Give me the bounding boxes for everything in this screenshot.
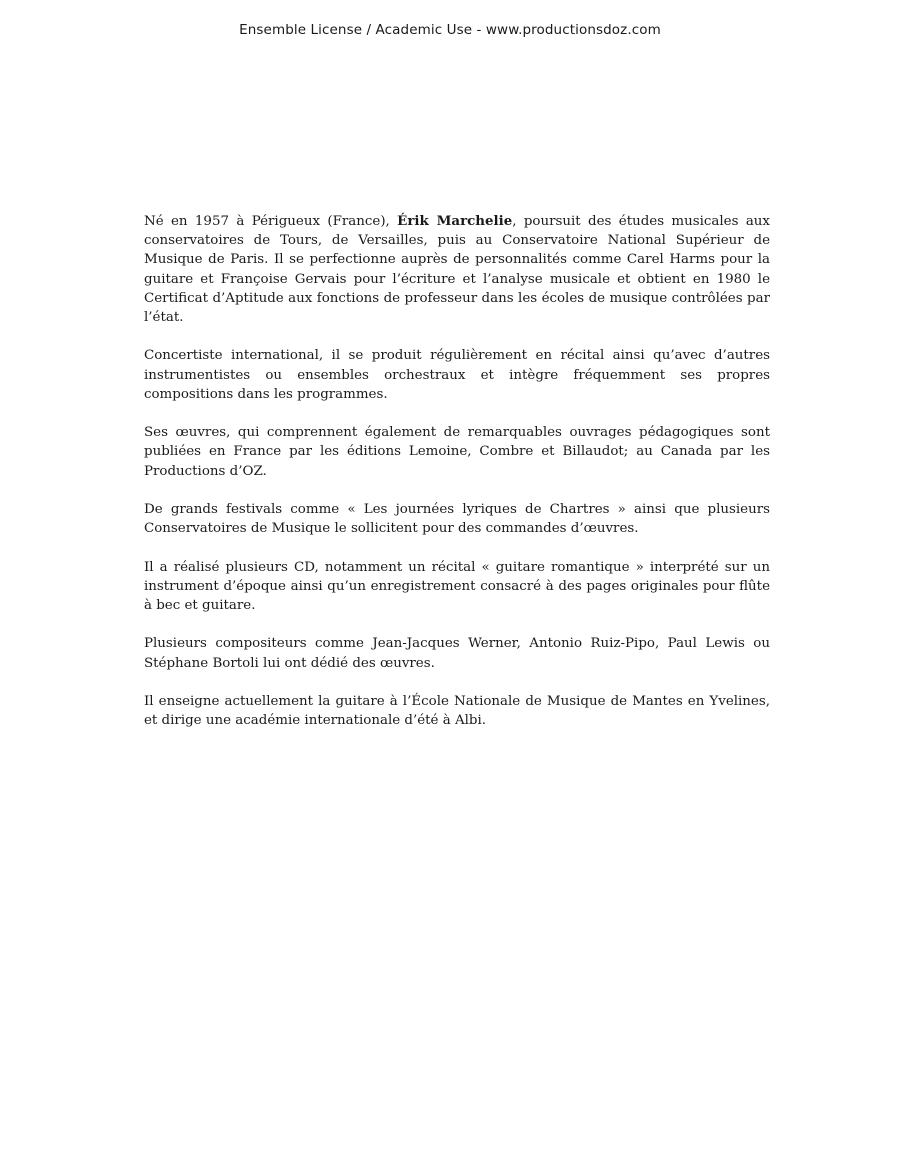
bio-paragraph-4: De grands festivals comme « Les journées lyriques de Chartres » ainsi que plusieurs Conservatoires de Musique le sollicitent pour des commandes d’œuvres. xyxy=(144,502,770,537)
bio-p1-intro: Né en 1957 à Périgueux (France), xyxy=(144,214,398,229)
composer-name: Érik Marchelie xyxy=(397,213,513,229)
bio-paragraph-6: Plusieurs compositeurs comme Jean-Jacques Werner, Antonio Ruiz-Pipo, Paul Lewis ou Stéphane Bortoli lui ont dédié des œuvres. xyxy=(144,636,770,671)
bio-paragraph-2: Concertiste international, il se produit régulièrement en récital ainsi qu’avec d’autres instrumentistes ou ensembles orchestraux et intègre fréquemment ses propres compositions dans les programmes. xyxy=(144,348,770,402)
bio-paragraph-7: Il enseigne actuellement la guitare à l’École Nationale de Musique de Mantes en Yvelines, et dirige une académie internationale d’été à Albi. xyxy=(144,693,770,729)
license-header: Ensemble License / Academic Use - www.productionsdoz.com xyxy=(239,22,661,38)
bio-p1-rest: , poursuit des études musicales aux conservatoires de Tours, de Versailles, puis au Conservatoire National Supérieur de Musique de Paris. Il se perfectionne auprès de personnalités comme Carel Harms pour la guitare et Françoise Gervais pour l’écriture et l’analyse musicale et obtient en 1980 le Certificat d’Aptitude aux fonctions de professeur dans les écoles de musique contrôlées par l’état. xyxy=(144,214,770,326)
bio-paragraph-1 xyxy=(144,212,770,327)
bio-paragraph-3: Ses œuvres, qui comprennent également de remarquables ouvrages pédagogiques sont publiées en France par les éditions Lemoine, Combre et Billaudot; au Canada par les Productions d’OZ. xyxy=(144,425,770,479)
biography-text xyxy=(144,212,770,750)
bio-paragraph-5: Il a réalisé plusieurs CD, notamment un récital « guitare romantique » interprété sur un instrument d’époque ainsi qu’un enregistrement consacré à des pages originales pour flûte à bec et guitare. xyxy=(144,559,770,613)
